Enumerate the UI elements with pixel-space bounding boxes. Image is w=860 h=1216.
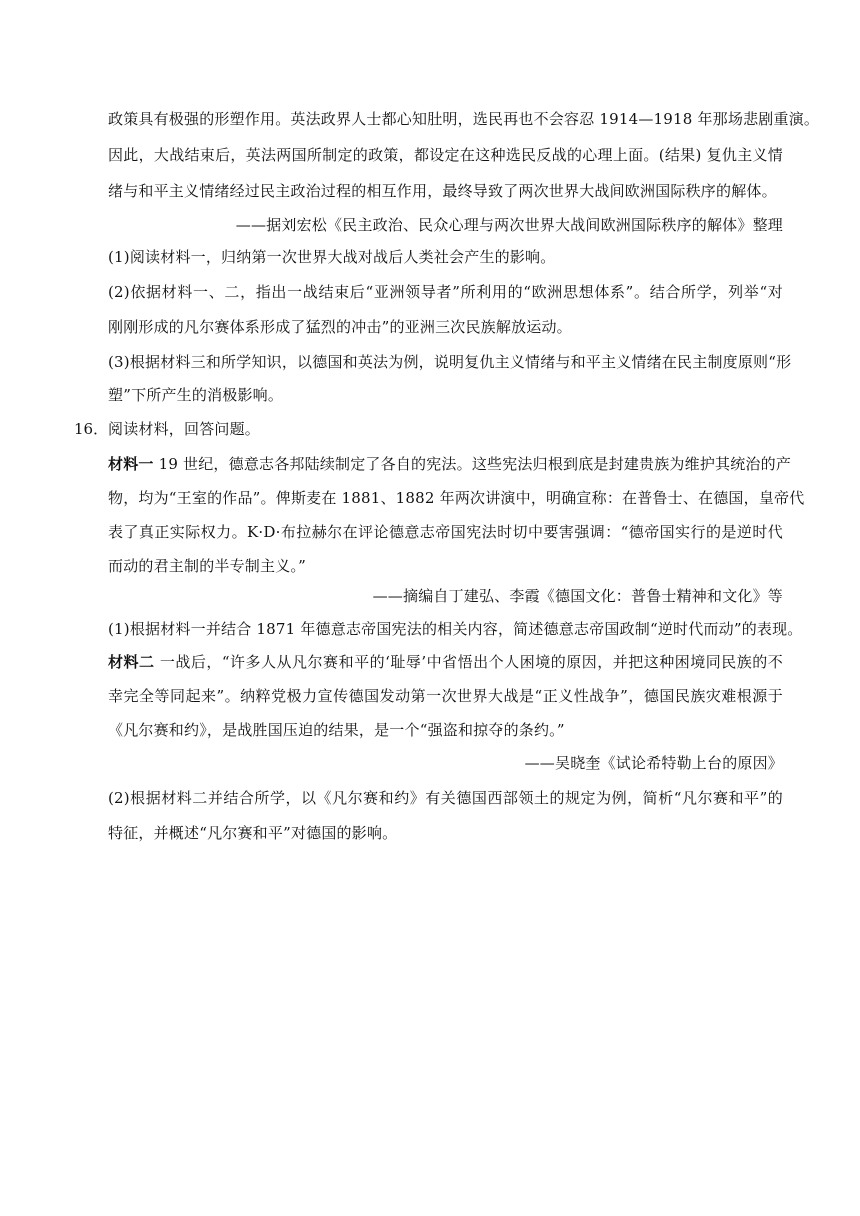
q15-subquestion-3-line-2: 塑”下所产生的消极影响。 [108,386,284,404]
material1-line-3: 表了真正实际权力。K·D·布拉赫尔在评论德意志帝国宪法时切中要害强调：“德帝国实行的是逆时代 [108,523,783,541]
q15-subquestion-2-line-1: (2)依据材料一、二，指出一战结束后“亚洲领导者”所利用的“欧洲思想体系”。结合所学，列举“对 [108,283,783,301]
material1-text-1: 19 世纪，德意志各邦陆续制定了各自的宪法。这些宪法归根到底是封建贵族为维护其统治的产 [158,455,792,473]
material2-label: 材料二 [108,653,155,671]
question-16-number: 16． [74,420,109,438]
material3-line-3: 绪与和平主义情绪经过民主政治过程的相互作用，最终导致了两次世界大战间欧洲国际秩序的解体。 [108,182,777,200]
material3-source: ——据刘宏松《民主政治、民众心理与两次世界大战间欧洲国际秩序的解体》整理 [235,216,783,234]
material3-line-2: 因此，大战结束后，英法两国所制定的政策，都设定在这种选民反战的心理上面。(结果) 复仇主义情 [108,146,783,164]
question-16-prompt: 阅读材料，回答问题。 [108,420,261,438]
q15-subquestion-1: (1)阅读材料一，归纳第一次世界大战对战后人类社会产生的影响。 [108,248,556,266]
material3-line-1: 政策具有极强的形塑作用。英法政界人士都心知肚明，选民再也不会容忍 1914—1918 年那场悲剧重演。 [108,110,820,128]
material2-line-1 [108,651,783,673]
q16-subquestion-1: (1)根据材料一并结合 1871 年德意志帝国宪法的相关内容，简述德意志帝国政制“逆时代而动”的表现。 [108,620,803,638]
material2-line-2: 幸完全等同起来”。纳粹党极力宣传德国发动第一次世界大战是“正义性战争”，德国民族灾难根源于 [108,687,783,705]
material1-source: ——摘编自丁建弘、李霞《德国文化：普鲁士精神和文化》等 [372,587,783,605]
material1-line-2: 物，均为“王室的作品”。俾斯麦在 1881、1882 年两次讲演中，明确宣称：在普鲁士、在德国，皇帝代 [108,489,805,507]
q16-subquestion-2-line-2: 特征，并概述“凡尔赛和平”对德国的影响。 [108,824,398,842]
material2-line-3: 《凡尔赛和约》，是战胜国压迫的结果，是一个“强盗和掠夺的条约。” [108,721,565,739]
q15-subquestion-2-line-2: 刚刚形成的凡尔赛体系形成了猛烈的冲击”的亚洲三次民族解放运动。 [108,318,572,336]
q15-subquestion-3-line-1: (3)根据材料三和所学知识，以德国和英法为例，说明复仇主义情绪与和平主义情绪在民主制度原则“形 [108,353,792,371]
q16-subquestion-2-line-1: (2)根据材料二并结合所学，以《凡尔赛和约》有关德国西部领土的规定为例，简析“凡尔赛和平”的 [108,789,783,807]
material2-text-1: 一战后，“许多人从凡尔赛和平的‘耻辱’中省悟出个人困境的原因，并把这种困境同民族的不 [159,653,784,671]
material1-line-4: 而动的君主制的半专制主义。” [108,557,306,575]
material1-line-1 [108,453,792,475]
material1-label: 材料一 [108,455,154,473]
material2-source: ——吴晓奎《试论希特勒上台的原因》 [524,754,783,772]
